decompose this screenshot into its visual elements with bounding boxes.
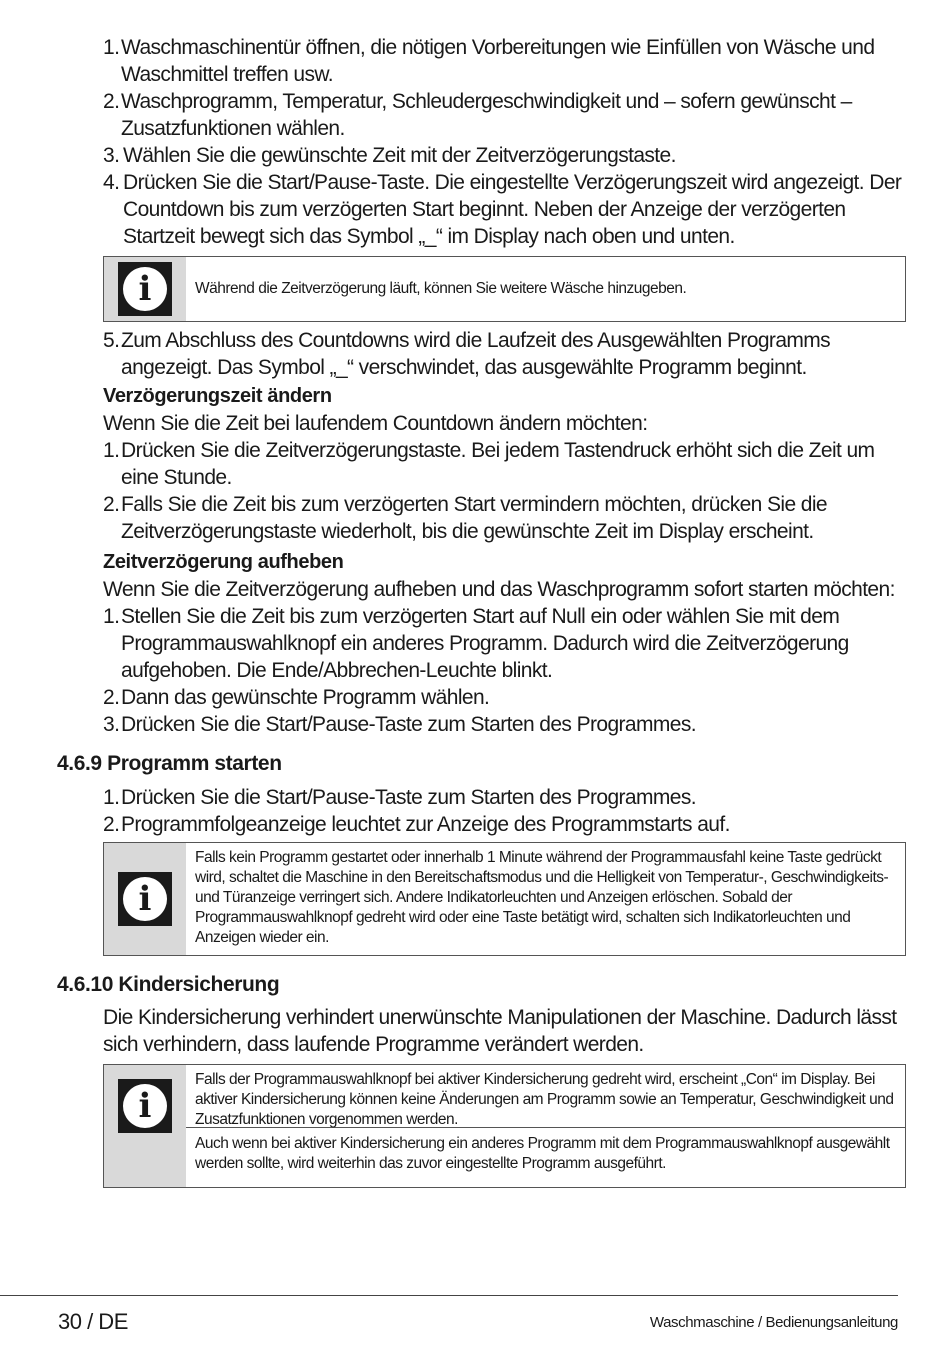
list-item: 2. Programmfolgeanzeige leuchtet zur Anzeige des Programmstarts auf. xyxy=(103,813,730,836)
info-note xyxy=(103,256,906,322)
list-item: 2. Waschprogramm, Temperatur, Schleudergeschwindigkeit und – sofern gewünscht – Zusatzfunktionen wählen. xyxy=(103,90,852,140)
section-heading: Verzögerungszeit ändern xyxy=(103,385,332,407)
page-number: 30 / DE xyxy=(58,1309,128,1334)
change-delay-section xyxy=(103,383,903,545)
section-intro: Wenn Sie die Zeitverzögerung aufheben und das Waschprogramm sofort starten möchten: xyxy=(103,578,895,601)
list-item: 2. Falls Sie die Zeit bis zum verzögerten Start vermindern möchten, drücken Sie die Zeitverzögerungstaste wiederholt, bis die gewünschte Zeit im Display erscheint. xyxy=(103,493,828,543)
list-item: 3. Drücken Sie die Start/Pause-Taste zum Starten des Programmes. xyxy=(103,713,696,736)
note-text: Falls der Programmauswahlknopf bei aktiver Kindersicherung gedreht wird, erscheint „Con“ im Display. Bei aktiver Kindersicherung können keine Änderungen am Programm sowie an Temperatur, Geschwindigkeit und Zusatzfunktionen vorgenommen werden. xyxy=(195,1071,894,1128)
footer-title: Waschmaschine / Bedienungsanleitung xyxy=(649,1314,898,1331)
list-item: 1. Drücken Sie die Zeitverzögerungstaste. Bei jedem Tastendruck erhöht sich die Zeit um eine Stunde. xyxy=(103,439,875,489)
section-intro: Wenn Sie die Zeit bei laufendem Countdown ändern möchten: xyxy=(103,412,648,435)
list-item: 3. Wählen Sie die gewünschte Zeit mit der Zeitverzögerungstaste. xyxy=(103,144,676,167)
cancel-delay-section xyxy=(103,549,903,738)
program-start-list xyxy=(103,784,903,838)
note-text: Auch wenn bei aktiver Kindersicherung ein anderes Programm mit dem Programmauswahlknopf ausgewählt werden sollte, wird weiterhin das zuvor eingestellte Programm ausgeführt. xyxy=(186,1127,905,1180)
delay-step-5 xyxy=(103,327,903,381)
child-lock-intro: Die Kindersicherung verhindert unerwünschte Manipulationen der Maschine. Dadurch lässt sich verhindern, dass laufende Programme verändert werden. xyxy=(103,1006,897,1056)
info-note xyxy=(103,1064,906,1188)
section-heading: Zeitverzögerung aufheben xyxy=(103,551,344,573)
info-icon: i xyxy=(118,262,172,316)
list-item: 1. Stellen Sie die Zeit bis zum verzögerten Start auf Null ein oder wählen Sie mit dem Programmauswahlknopf ein anderes Programm. Dadurch wird die Zeitverzögerung aufgehoben. Die Ende/Abbrechen-Leuchte blinkt. xyxy=(103,605,849,682)
note-text: Falls kein Programm gestartet oder innerhalb 1 Minute während der Programmausfahl keine Taste gedrückt wird, schaltet die Maschine in den Bereitschaftsmodus und die Helligkeit von Temperatur-, Geschwindigkeits- und Türanzeige verringert sich. Andere Indikatorleuchten und Anzeigen erlöschen. Sobald der Programmauswahlknopf gedreht wird oder eine Taste betätigt wird, schalten sich Indikatorleuchten und Anzeigen wieder ein. xyxy=(195,849,889,946)
info-icon: i xyxy=(118,1079,172,1133)
list-item: 4. Drücken Sie die Start/Pause-Taste. Die eingestellte Verzögerungszeit wird angezeigt. Der Countdown bis zum verzögerten Start beginnt. Neben der Anzeige der verzögerten Startzeit bewegt sich das Symbol „_“ im Display nach oben und unten. xyxy=(103,171,902,248)
footer-divider xyxy=(0,1295,898,1296)
section-title-child-lock: 4.6.10 Kindersicherung xyxy=(57,973,280,996)
section-title-program-start: 4.6.9 Programm starten xyxy=(57,752,282,775)
list-item: 1. Waschmaschinentür öffnen, die nötigen Vorbereitungen wie Einfüllen von Wäsche und Waschmittel treffen usw. xyxy=(103,36,875,86)
note-icon-panel xyxy=(104,843,186,955)
list-item: 5. Zum Abschluss des Countdowns wird die Laufzeit des Ausgewählten Programms angezeigt. Das Symbol „_“ verschwindet, das ausgewählte Programm beginnt. xyxy=(103,329,831,379)
note-icon-panel xyxy=(104,257,186,321)
delay-steps-list xyxy=(103,34,903,250)
note-text: Während die Zeitverzögerung läuft, können Sie weitere Wäsche hinzugeben. xyxy=(195,280,687,297)
info-note xyxy=(103,842,906,956)
note-icon-panel xyxy=(104,1065,186,1187)
info-icon: i xyxy=(118,872,172,926)
list-item: 2. Dann das gewünschte Programm wählen. xyxy=(103,686,490,709)
list-item: 1. Drücken Sie die Start/Pause-Taste zum Starten des Programmes. xyxy=(103,786,696,809)
